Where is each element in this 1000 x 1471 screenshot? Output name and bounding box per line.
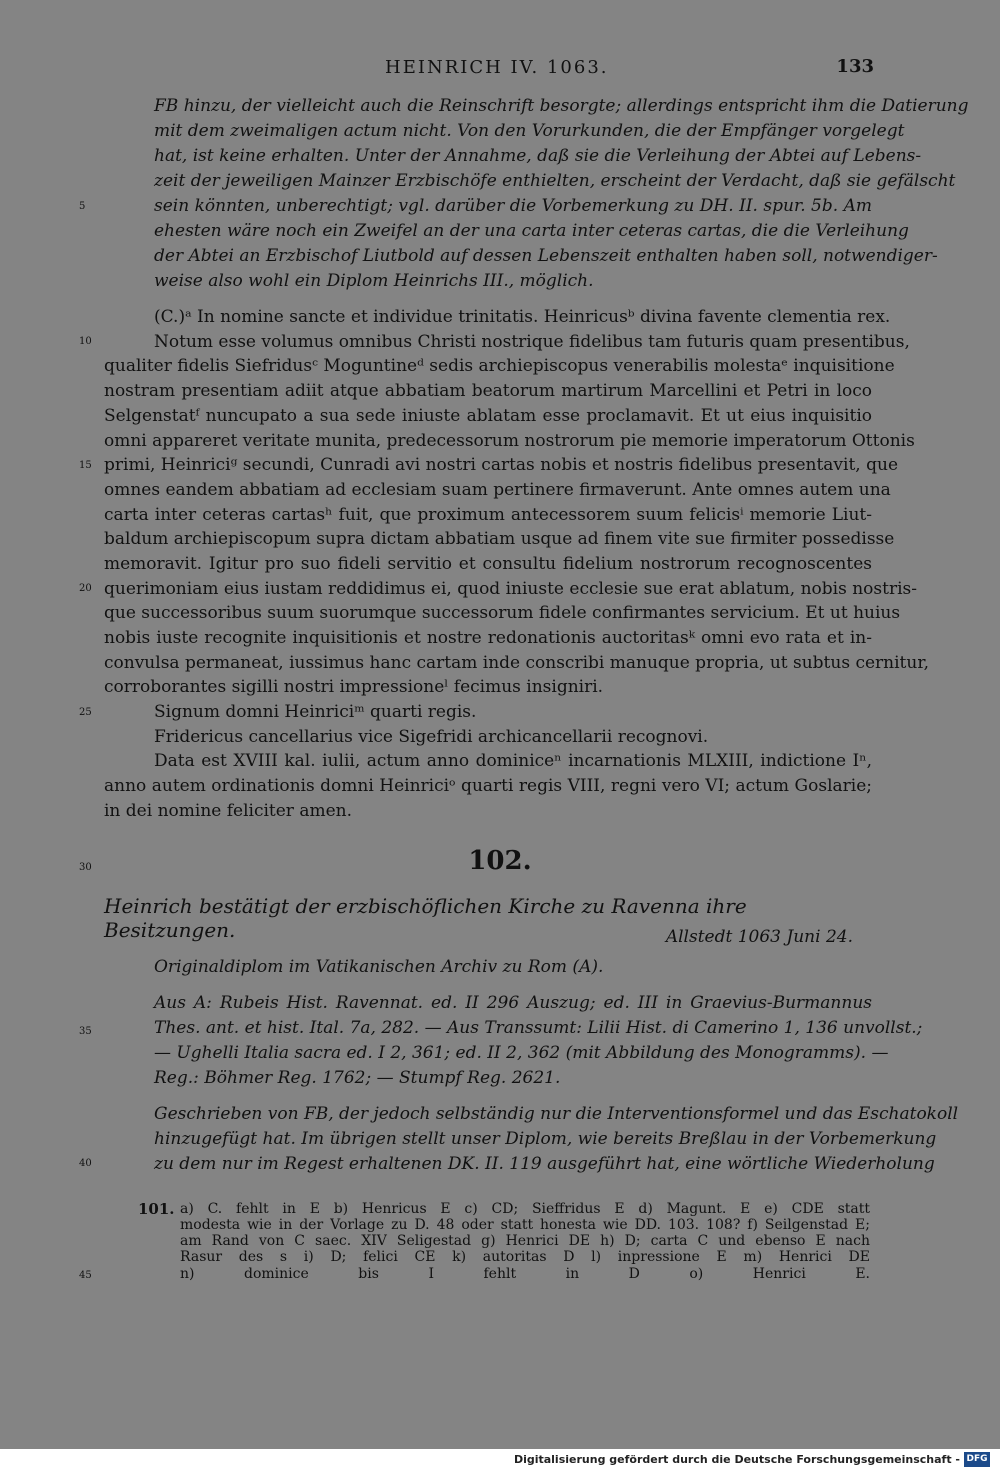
text-line: zeit der jeweiligen Mainzer Erzbischöfe enthielten, erscheint der Verdacht, daß sie gefälscht [154, 171, 956, 191]
text-line: Notum esse volumus omnibus Christi nostrique fidelibus tam futuris quam presentibus, [154, 332, 910, 352]
line-number: 45 [79, 1270, 92, 1281]
signum-line: Signum domni Heinriciᵐ quarti regis. [154, 702, 477, 722]
page-number: 133 [836, 56, 874, 77]
document-title: Heinrich bestätigt der erzbischöflichen Kirche zu Ravenna ihre Besitzungen. [104, 894, 747, 942]
footnote-line: am Rand von C saec. XIV Seligestad g) Henrici DE h) D; carta C und ebenso E nach [180, 1233, 870, 1249]
text-line: nobis iuste recognite inquisitionis et nostre redonationis auctoritasᵏ omni evo rata et in- [104, 628, 872, 648]
text-line: omni appareret veritate munita, predecessorum nostrorum pie memorie imperatorum Ottonis [104, 431, 915, 451]
text-line: qualiter fidelis Siefridusᶜ Moguntineᵈ sedis archiepiscopus venerabilis molestaᵉ inquisitione [104, 356, 895, 376]
line-number: 15 [79, 460, 92, 471]
text-line: Reg.: Böhmer Reg. 1762; — Stumpf Reg. 2621. [154, 1068, 561, 1088]
text-line: weise also wohl ein Diplom Heinrichs III., möglich. [154, 271, 594, 291]
text-line: Selgenstatᶠ nuncupato a sua sede iniuste ablatam esse proclamavit. Et ut eius inquisitio [104, 406, 872, 426]
text-line: memoravit. Igitur pro suo fideli servitio et consultu fidelium nostrorum recognoscentes [104, 554, 872, 574]
text-line: hat, ist keine erhalten. Unter der Annahme, daß sie die Verleihung der Abtei auf Lebens- [154, 146, 922, 166]
original-note: Originaldiplom im Vatikanischen Archiv zu Rom (A). [154, 957, 604, 977]
text-line: ehesten wäre noch ein Zweifel an der una carta inter ceteras cartas, die die Verleihung [154, 221, 909, 241]
text-line: — Ughelli Italia sacra ed. I 2, 361; ed. II 2, 362 (mit Abbildung des Monogramms). — [154, 1043, 889, 1063]
text-line: baldum archiepiscopum supra dictam abbatiam usque ad finem vite sue firmiter possedisse [104, 529, 895, 549]
credit-text: Digitalisierung gefördert durch die Deutsche Forschungsgemeinschaft - [513, 1453, 960, 1466]
text-line: omnes eandem abbatiam ad ecclesiam suam pertinere firmaverunt. Ante omnes autem una [104, 480, 891, 500]
datum-line: Data est XVIII kal. iulii, actum anno dominiceⁿ incarnationis MLXIII, indictione Iⁿ, [154, 751, 872, 771]
text-line: FB hinzu, der vielleicht auch die Reinschrift besorgte; allerdings entspricht ihm die Datierung [154, 96, 969, 116]
text-line: Thes. ant. et hist. Ital. 7a, 282. — Aus Transsumt: Lilii Hist. di Camerino 1, 136 unvollst.; [154, 1018, 923, 1038]
text-line: que successoribus suum suorumque successorum fidele confirmantes servicium. Et ut huius [104, 603, 901, 623]
running-head: HEINRICH IV. 1063. [385, 57, 609, 78]
text-line: nostram presentiam adiit atque abbatiam beatorum martirum Marcellini et Petri in loco [104, 381, 872, 401]
line-number: 25 [79, 707, 92, 718]
credit-bar [0, 1449, 1000, 1471]
line-number: 35 [79, 1026, 92, 1037]
text-line: hinzugefügt hat. Im übrigen stellt unser Diplom, wie bereits Breßlau in der Vorbemerkung [154, 1129, 937, 1149]
line-number: 20 [79, 583, 92, 594]
text-line: Aus A: Rubeis Hist. Ravennat. ed. II 296 Auszug; ed. III in Graevius-Burmannus [154, 993, 872, 1013]
datum-line: in dei nomine feliciter amen. [104, 801, 353, 821]
text-line: corroborantes sigilli nostri impressioneˡ fecimus insigniri. [104, 677, 604, 697]
footnote-line: Rasur des s i) D; felici CE k) autoritas D l) inpressione E m) Henrici DE [180, 1249, 870, 1265]
line-number: 5 [79, 201, 86, 212]
datum-line: anno autem ordinationis domni Heinriciᵒ quarti regis VIII, regni vero VI; actum Goslarie; [104, 776, 872, 796]
text-line: primi, Heinriciᵍ secundi, Cunradi avi nostri cartas nobis et nostris fidelibus presentavit, que [104, 455, 899, 475]
footnote-line: n) dominice bis I fehlt in D o) Henrici E. [180, 1266, 870, 1282]
line-number: 30 [79, 862, 92, 873]
text-line: Geschrieben von FB, der jedoch selbständig nur die Interventionsformel und das Eschatokoll [154, 1104, 959, 1124]
line-number: 40 [79, 1158, 92, 1169]
text-line: zu dem nur im Regest erhaltenen DK. II. 119 ausgeführt hat, eine wörtliche Wiederholung [154, 1154, 935, 1174]
text-line: querimoniam eius iustam reddidimus ei, quod iniuste ecclesie sue erat ablatum, nobis nostris- [104, 579, 918, 599]
footnote-line: modesta wie in der Vorlage zu D. 48 oder statt honesta wie DD. 103. 108? f) Seilgenstad E; [180, 1217, 870, 1233]
line-number: 10 [79, 336, 92, 347]
footnote-number: 101. [138, 1200, 175, 1218]
text-line: (C.)ᵃ In nomine sancte et individue trinitatis. Heinricusᵇ divina favente clementia rex. [154, 307, 891, 327]
text-line: mit dem zweimaligen actum nicht. Von den Vorurkunden, die der Empfänger vorgelegt [154, 121, 905, 141]
document-place-date: Allstedt 1063 Juni 24. [665, 927, 853, 947]
dfg-logo: DFG [964, 1452, 990, 1467]
document-number: 102. [468, 846, 532, 876]
text-line: convulsa permaneat, iussimus hanc cartam inde conscribi manuque propria, ut subtus cernitur, [104, 653, 929, 673]
text-line: sein könnten, unberechtigt; vgl. darüber die Vorbemerkung zu DH. II. spur. 5b. Am [154, 196, 872, 216]
text-line: der Abtei an Erzbischof Liutbold auf dessen Lebenszeit enthalten haben soll, notwendiger- [154, 246, 938, 266]
text-line: carta inter ceteras cartasʰ fuit, que proximum antecessorem suum felicisⁱ memorie Liut- [104, 505, 872, 525]
recognition-line: Fridericus cancellarius vice Sigefridi archicancellarii recognovi. [154, 727, 709, 747]
footnote-line: a) C. fehlt in E b) Henricus E c) CD; Sieffridus E d) Magunt. E e) CDE statt [180, 1201, 870, 1217]
